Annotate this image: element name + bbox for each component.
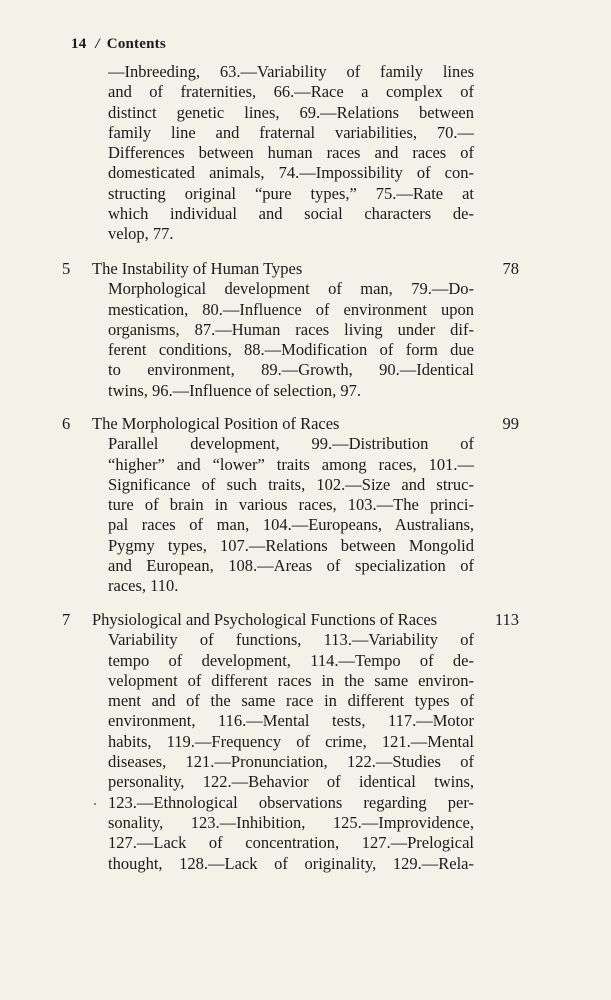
desc-line: —Inbreeding, 63.—Variability of family lines	[108, 62, 474, 81]
desc-line: tempo of development, 114.—Tempo of de-	[108, 650, 474, 670]
chapter-number: 7	[62, 610, 71, 629]
desc-line: pal races of man, 104.—Europeans, Australians,	[108, 515, 474, 535]
desc-line: habits, 119.—Frequency of crime, 121.—Mental	[108, 731, 474, 751]
desc-line: twins, 96.—Influence of selection, 97.	[108, 380, 361, 400]
desc-line: 127.—Lack of concentration, 127.—Prelogical	[108, 833, 474, 853]
desc-line: family line and fraternal variabilities, 70.—	[108, 122, 474, 142]
running-head-section: Contents	[106, 36, 166, 52]
desc-line: Variability of functions, 113.—Variability of	[108, 630, 474, 650]
desc-line: organisms, 87.—Human races living under dif-	[108, 319, 474, 339]
desc-line: structing original “pure types,” 75.—Rate at	[108, 183, 474, 203]
desc-line: thought, 128.—Lack of originality, 129.—Rela-	[108, 853, 474, 873]
chapter-number: 6	[62, 414, 71, 433]
page-number: 14	[71, 36, 87, 52]
chapter-title: Physiological and Psychological Functions of Races	[92, 610, 438, 629]
chapter-number: 5	[62, 259, 71, 278]
desc-line: sonality, 123.—Inhibition, 125.—Improvidence,	[108, 812, 474, 832]
chapter-description	[108, 434, 474, 596]
print-speck	[94, 803, 96, 805]
desc-line: ment and of the same race in different types of	[108, 691, 474, 711]
desc-line: personality, 122.—Behavior of identical twins,	[108, 772, 474, 792]
desc-line: velop, 77.	[108, 224, 174, 244]
desc-line: “higher” and “lower” traits among races, 101.—	[108, 454, 474, 474]
chapter-title: The Instability of Human Types	[92, 259, 303, 278]
running-head	[71, 36, 166, 53]
desc-line: mestication, 80.—Influence of environment upon	[108, 299, 474, 319]
desc-line: 123.—Ethnological observations regarding per-	[108, 792, 474, 812]
desc-line: diseases, 121.—Pronunciation, 122.—Studies of	[108, 752, 474, 772]
desc-line: and European, 108.—Areas of specialization of	[108, 556, 474, 576]
chapter-description	[108, 279, 474, 401]
desc-line: Significance of such traits, 102.—Size and struc-	[108, 474, 474, 494]
desc-line: ture of brain in various races, 103.—The princi-	[108, 495, 474, 515]
chapter-description	[108, 630, 474, 874]
desc-line: velopment of different races in the same environ-	[108, 670, 474, 690]
desc-line: and of fraternities, 66.—Race a complex of	[108, 82, 474, 102]
desc-line: Differences between human races and races of	[108, 143, 474, 163]
desc-line: ferent conditions, 88.—Modification of form due	[108, 340, 474, 360]
chapter-title: The Morphological Position of Races	[92, 414, 340, 433]
continuation-description	[108, 62, 474, 245]
desc-line: Pygmy types, 107.—Relations between Mongolid	[108, 535, 474, 555]
desc-line: races, 110.	[108, 576, 179, 596]
desc-line: domesticated animals, 74.—Impossibility of con-	[108, 163, 474, 183]
desc-line: Parallel development, 99.—Distribution of	[108, 434, 474, 454]
chapter-page-number: 78	[502, 259, 519, 278]
desc-line: environment, 116.—Mental tests, 117.—Motor	[108, 711, 474, 731]
desc-line: which individual and social characters de-	[108, 204, 474, 224]
desc-line: Morphological development of man, 79.—Do-	[108, 279, 474, 299]
desc-line: to environment, 89.—Growth, 90.—Identical	[108, 360, 474, 380]
chapter-page-number: 113	[494, 610, 519, 629]
chapter-page-number: 99	[502, 414, 519, 433]
running-head-separator: /	[95, 36, 100, 52]
desc-line: distinct genetic lines, 69.—Relations between	[108, 102, 474, 122]
